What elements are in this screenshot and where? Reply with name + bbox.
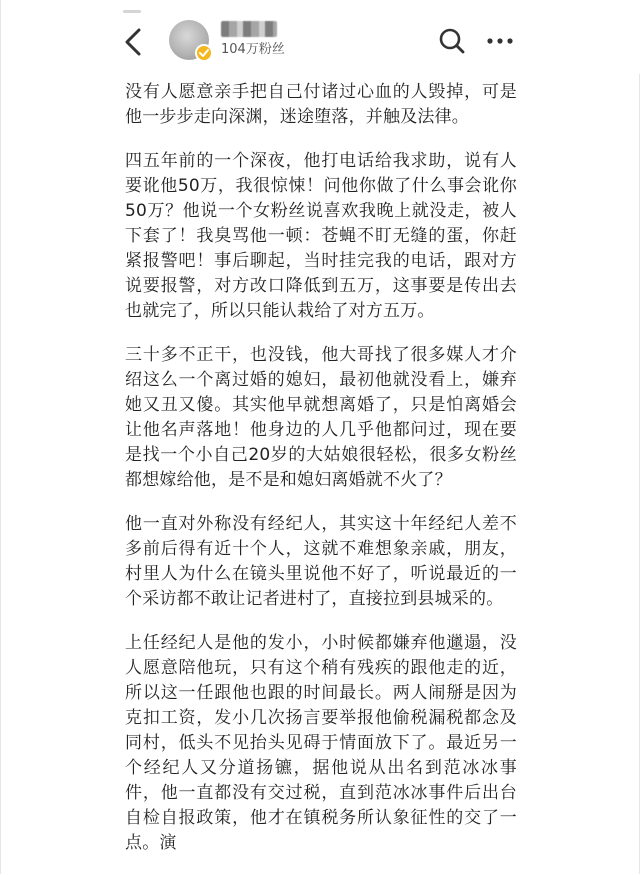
more-horizontal-icon: [485, 26, 515, 56]
post-paragraph: 上任经纪人是他的发小，小时候都嫌弃他邋遢，没人愿意陪他玩，只有这个稍有残疾的跟他走的近，所以这一任跟他也跟的时间最长。两人闹掰是因为克扣工资，发小几次扬言要举报他偷税漏税都念及同村，低头不见抬头见碍于情面放下了。最近另一个经纪人又分道扬镳，据他说从出名到范冰冰事件，他一直都没有交过税，直到范冰冰事件后出台自检自报政策，他才在镇税务所认象征性的交了一点。演: [125, 633, 517, 853]
top-bar: [1, 0, 640, 74]
search-button[interactable]: [437, 26, 467, 56]
post-paragraph: 三十多不正干，也没钱，他大哥找了很多媒人才介绍这么一个离过婚的媳妇，最初他就没看上，嫌弃她又丑又傻。其实他早就想离婚了，只是怕离婚会让他名声落地！他身边的人几乎他都问过，现在要是找一个小自己20岁的大姑娘很轻松，很多女粉丝都想嫁给他，是不是和媳妇离婚就不火了？: [125, 345, 517, 490]
verified-badge-icon: [195, 44, 213, 62]
more-button[interactable]: [485, 26, 515, 56]
chevron-left-icon: [119, 24, 147, 60]
post-paragraph: 没有人愿意亲手把自己付诸过心血的人毁掉，可是他一步步走向深渊，迷途堕落，并触及法律。: [125, 82, 517, 127]
post-body: [125, 80, 517, 875]
username-redacted: [221, 21, 277, 37]
search-icon: [437, 26, 467, 56]
back-button[interactable]: [119, 24, 147, 60]
post-paragraph: 四五年前的一个深夜，他打电话给我求助，说有人要讹他50万，我很惊悚！问他你做了什么事会讹你50万？他说一个女粉丝说喜欢我晚上就没走，被人下套了！我臭骂他一顿：苍蝇不盯无缝的蛋，你赶紧报警吧！事后聊起，当时挂完我的电话，跟对方说要报警，对方改口降低到五万，这事要是传出去也就完了，所以只能认栽给了对方五万。: [125, 151, 517, 321]
status-indicator: [123, 10, 141, 13]
post-paragraph: 他一直对外称没有经纪人，其实这十年经纪人差不多前后得有近十个人，这就不难想象亲戚，朋友，村里人为什么在镜头里说他不好了，听说最近的一个采访都不敢让记者进村了，直接拉到县城采的。: [125, 514, 517, 609]
follower-count: 104万粉丝: [221, 42, 285, 57]
